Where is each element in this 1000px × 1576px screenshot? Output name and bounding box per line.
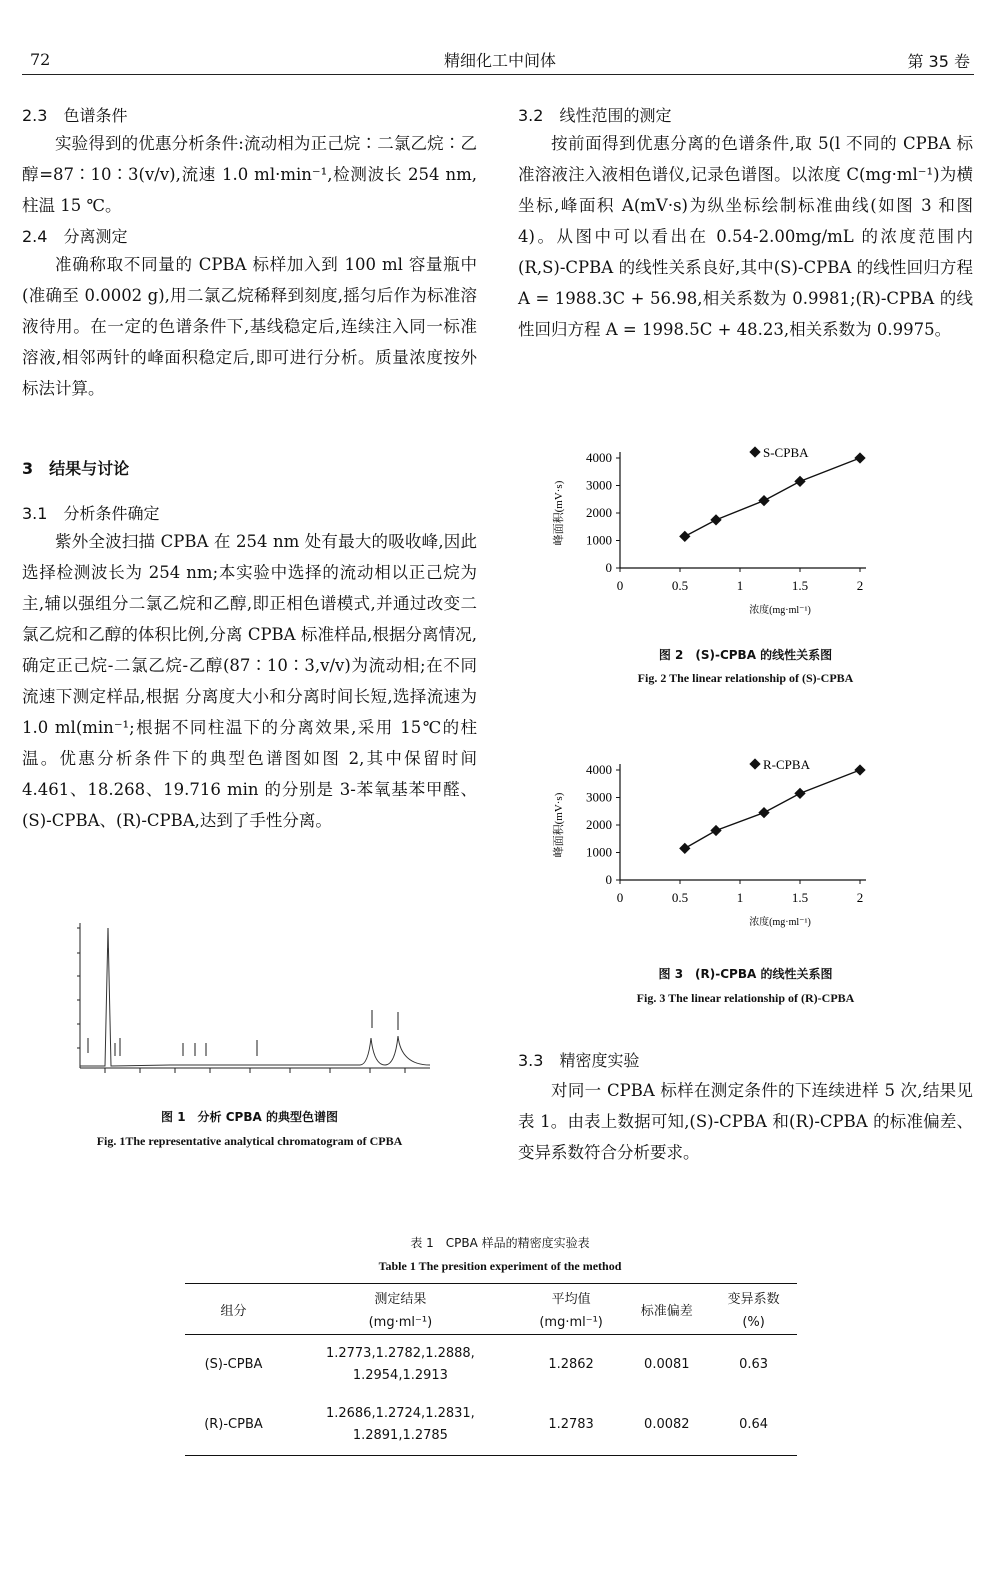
col-header-cv: 变异系数 <box>710 1284 797 1312</box>
table-1-title-cn: 表 1 CPBA 样品的精密度实验表 <box>410 1236 590 1250</box>
x-axis-label: 浓度(mg·ml⁻¹) <box>749 917 811 928</box>
series-line <box>685 458 860 536</box>
page-number: 72 <box>30 50 51 69</box>
col-header-sd: 标准偏差 <box>623 1284 710 1335</box>
cell-mean: 1.2862 <box>548 1357 594 1372</box>
col-header-mean-unit: (mg·ml⁻¹) <box>519 1311 624 1335</box>
section-2-3-text: 实验得到的优惠分析条件:流动相为正己烷∶二氯乙烷∶乙醇=87∶10∶3(v/v),流速 1.0 ml·min⁻¹,检测波长 254 nm,柱温 15 ℃。 <box>22 134 477 215</box>
legend-label: S-CPBA <box>763 445 809 460</box>
y-tick-label: 4000 <box>586 450 612 465</box>
chart-r-cpba <box>540 750 920 942</box>
data-point <box>794 476 805 487</box>
col-header-results-unit: (mg·ml⁻¹) <box>282 1311 519 1335</box>
cell-component: (R)-CPBA <box>185 1395 282 1456</box>
legend-marker <box>749 446 760 457</box>
col-header-mean: 平均值 <box>519 1284 624 1312</box>
section-3-3-title: 3.3 精密度实验 <box>518 1051 640 1070</box>
x-tick-label: 0.5 <box>671 578 689 593</box>
cell-mean: 1.2783 <box>519 1395 624 1456</box>
section-3-1-title: 3.1 分析条件确定 <box>22 504 160 523</box>
series-line <box>685 770 860 848</box>
chromatogram-figure <box>60 918 440 1088</box>
col-header-results: 测定结果 <box>282 1284 519 1312</box>
data-point <box>794 788 805 799</box>
section-2-4-title: 2.4 分离测定 <box>22 227 128 246</box>
y-tick-label: 2000 <box>586 505 612 520</box>
cell-component: (S)-CPBA <box>204 1357 263 1372</box>
section-3-1-text: 紫外全波扫描 CPBA 在 254 nm 处有最大的吸收峰,因此选择检测波长为 254 nm;本实验中选择的流动相以正己烷为主,辅以强组分二氯乙烷和乙醇,即正相色谱模式,并通过改变二氯乙烷和乙醇的体积比例,分离 CPBA 标准样品,根据分离情况,确定正己烷-二氯乙烷-乙醇(87∶10∶3,v/v)为流动相;在不同流速下测定样品,根据 分离度大小和分离时间长短,选择流速为 1.0 ml(min⁻¹;根据不同柱温下的分离效果,采用 15℃的柱温。优惠分析条件下的典型色谱图如图 2,其中保留时间 4.461、18.268、19.716 min 的分别是 3-苯氧基苯甲醛、(S)-CPBA、(R)-CPBA,达到了手性分离。 <box>22 532 477 830</box>
x-tick-label: 2 <box>856 578 864 593</box>
section-2-3-title: 2.3 色谱条件 <box>22 106 128 125</box>
cell-results: 1.2686,1.2724,1.2831, 1.2891,1.2785 <box>282 1395 519 1456</box>
data-point <box>679 531 690 542</box>
x-tick-label: 1 <box>736 890 744 905</box>
y-tick-label: 1000 <box>586 844 612 860</box>
section-3-2-text: 按前面得到优惠分离的色谱条件,取 5(l 不同的 CPBA 标准溶液注入液相色谱仪,记录色谱图。以浓度 C(mg·ml⁻¹)为横坐标,峰面积 A(mV·s)为纵坐标绘制标准曲线(如图 3 和图 4)。从图中可以看出在 0.54-2.00mg/mL 的浓度范围内(R,S)-CPBA 的线性关系良好,其中(S)-CPBA 的线性回归方程 A = 1988.3C + 56.98,相关系数为 0.9981;(R)-CPBA 的线性回归方程 A = 1998.5C + 48.23,相关系数为 0.9975。 <box>518 134 973 339</box>
x-tick-label: 0 <box>616 890 624 905</box>
data-point <box>758 495 769 506</box>
x-tick-label: 1 <box>736 578 744 593</box>
section-3-title: 3 结果与讨论 <box>22 459 130 478</box>
cell-cv: 0.63 <box>739 1357 769 1372</box>
figure-3-caption-en: Fig. 3 The linear relationship of (R)-CPBA <box>636 991 855 1005</box>
y-axis-label: 峰面积(mV·s) <box>553 792 565 858</box>
table-row <box>185 1335 797 1396</box>
figure-1-caption-cn: 图 1 分析 CPBA 的典型色谱图 <box>161 1110 338 1124</box>
legend-marker <box>749 758 760 769</box>
data-point <box>710 514 721 525</box>
volume-label: 第 35 卷 <box>907 52 970 71</box>
journal-name: 精细化工中间体 <box>443 51 556 70</box>
y-tick-label: 2000 <box>586 817 612 832</box>
data-point <box>758 807 769 818</box>
data-point <box>854 452 865 463</box>
x-tick-label: 1.5 <box>791 578 809 593</box>
y-tick-label: 1000 <box>586 532 612 548</box>
cell-sd: 0.0082 <box>623 1395 710 1456</box>
col-header-cv-unit: (%) <box>710 1311 797 1335</box>
figure-3-caption-cn: 图 3 (R)-CPBA 的线性关系图 <box>658 967 833 981</box>
col-header-component: 组分 <box>185 1284 282 1335</box>
section-3-2-title: 3.2 线性范围的测定 <box>518 106 672 125</box>
x-tick-label: 2 <box>856 890 864 905</box>
cell-sd: 0.0081 <box>644 1357 690 1372</box>
figure-1-caption-en: Fig. 1The representative analytical chromatogram of CPBA <box>96 1134 403 1148</box>
y-tick-label: 4000 <box>586 762 612 777</box>
figure-2-caption-cn: 图 2 (S)-CPBA 的线性关系图 <box>658 648 833 662</box>
y-axis-label: 峰面积(mV·s) <box>553 480 565 546</box>
data-point <box>854 764 865 775</box>
section-2-4-text: 准确称取不同量的 CPBA 标样加入到 100 ml 容量瓶中(准确至 0.0002 g),用二氯乙烷稀释到刻度,摇匀后作为标准溶液待用。在一定的色谱条件下,基线稳定后,连续注入同一标准溶液,相邻两针的峰面积稳定后,即可进行分析。质量浓度按外标法计算。 <box>22 255 477 398</box>
data-point <box>679 843 690 854</box>
x-tick-label: 0 <box>616 578 624 593</box>
y-tick-label: 0 <box>605 560 612 575</box>
legend-label: R-CPBA <box>763 757 810 772</box>
x-tick-label: 0.5 <box>671 890 689 905</box>
table-row <box>185 1395 797 1456</box>
y-tick-label: 0 <box>605 872 612 887</box>
x-tick-label: 1.5 <box>791 890 809 905</box>
cell-cv: 0.64 <box>710 1395 797 1456</box>
data-point <box>710 825 721 836</box>
header-rule <box>22 74 974 75</box>
section-3-3-text: 对同一 CPBA 标样在测定条件的下连续进样 5 次,结果见表 1。由表上数据可知,(S)-CPBA 和(R)-CPBA 的标准偏差、变异系数符合分析要求。 <box>518 1081 973 1162</box>
y-tick-label: 3000 <box>586 477 612 493</box>
cell-results: 1.2773,1.2782,1.2888, 1.2954,1.2913 <box>325 1346 475 1383</box>
table-1-title-en: Table 1 The presition experiment of the method <box>378 1259 622 1273</box>
x-axis-label: 浓度(mg·ml⁻¹) <box>749 605 811 616</box>
figure-2-caption-en: Fig. 2 The linear relationship of (S)-CPBA <box>637 671 854 685</box>
y-tick-label: 3000 <box>586 789 612 805</box>
precision-table <box>185 1283 797 1456</box>
chart-s-cpba <box>540 438 920 630</box>
